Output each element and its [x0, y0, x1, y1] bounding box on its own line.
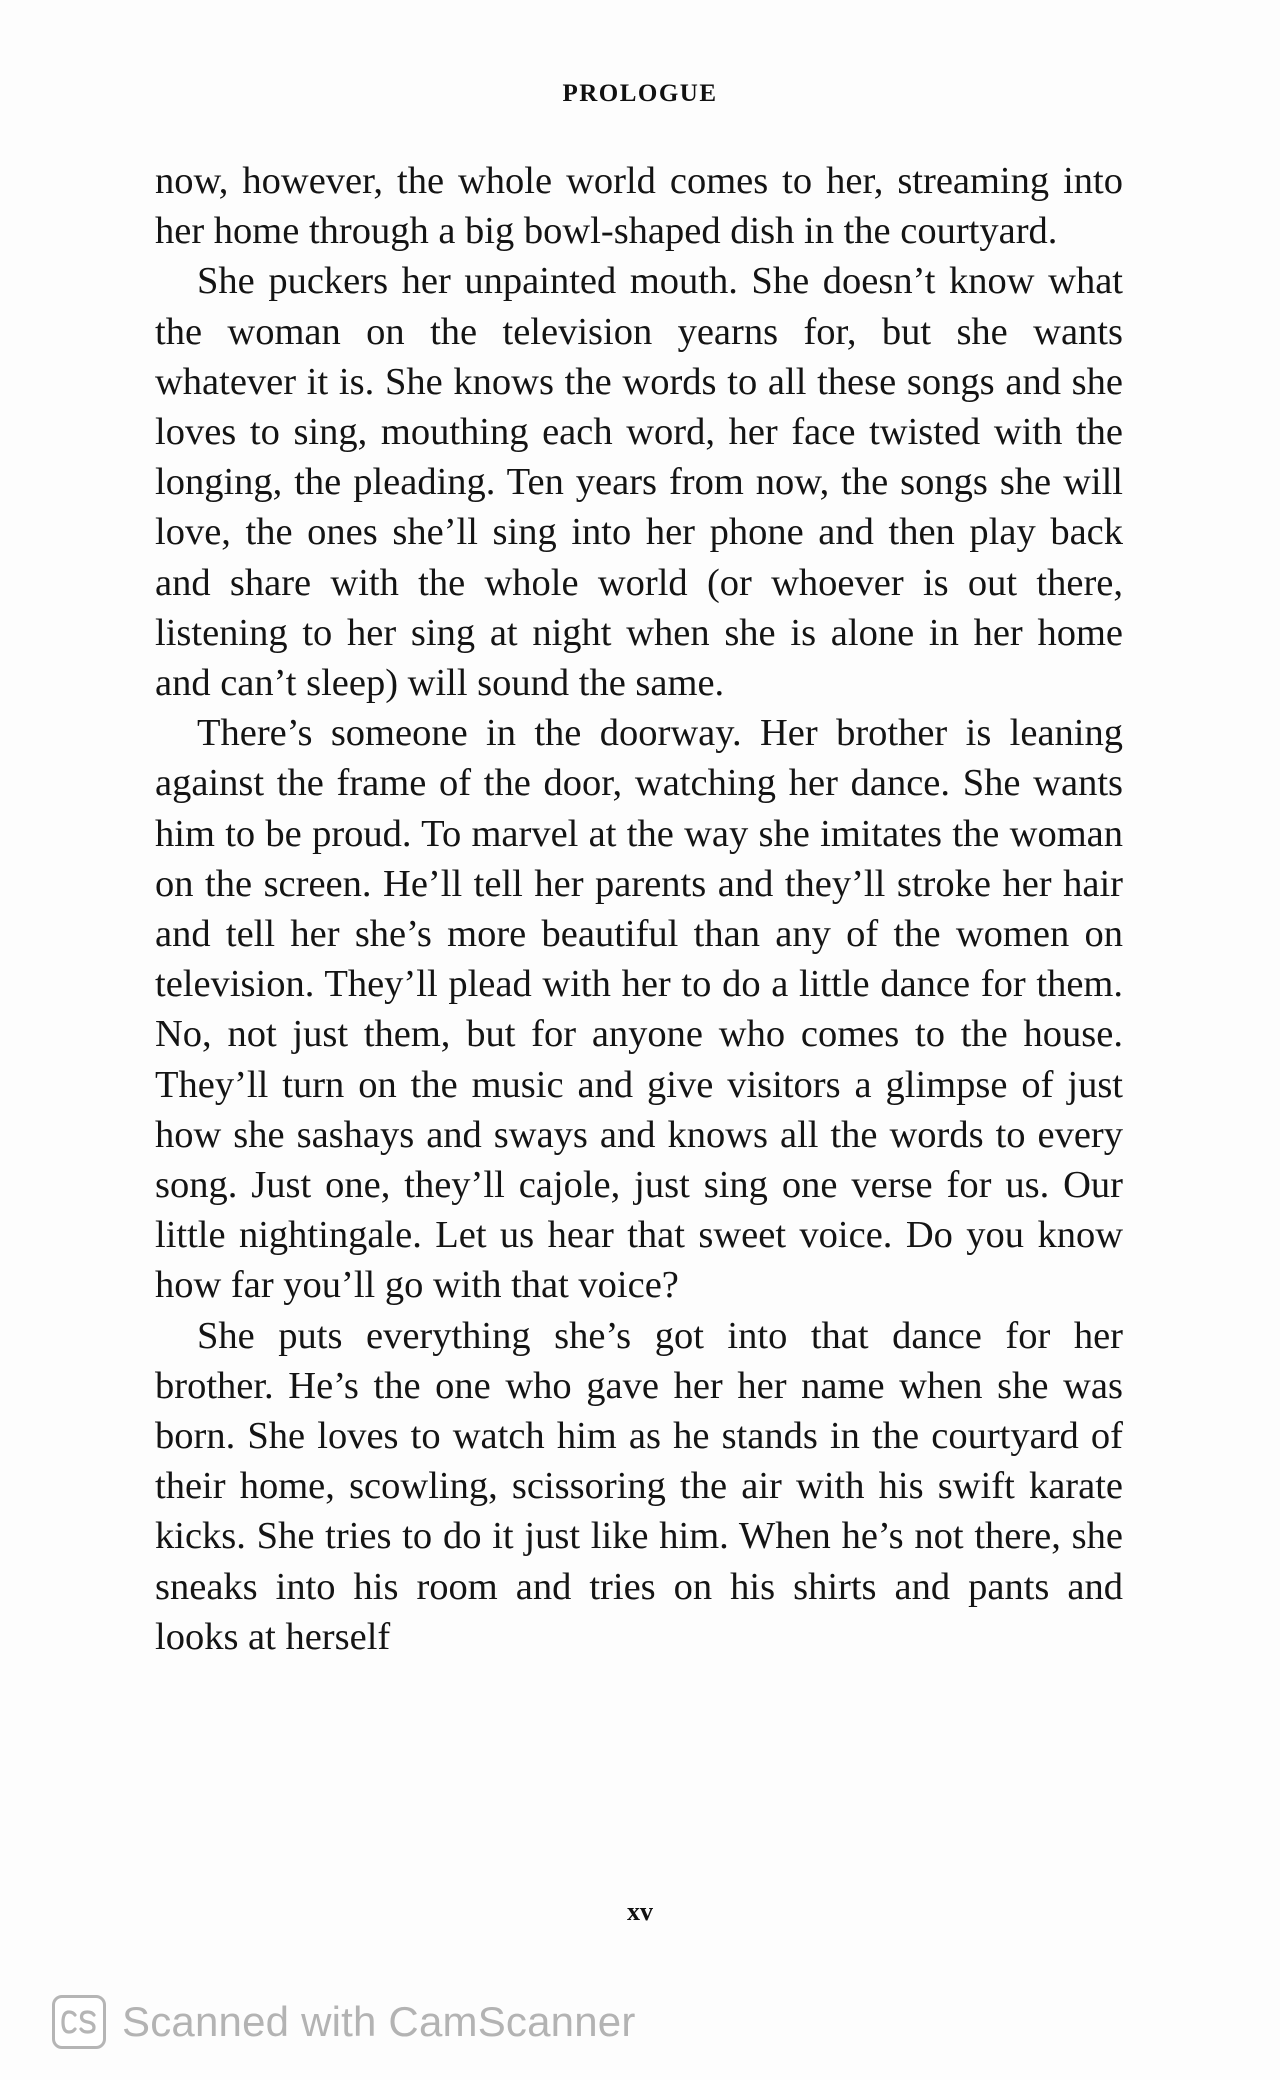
body-text — [155, 156, 1123, 1662]
paragraph-1: now, however, the whole world comes to her, streaming into her home through a big bowl-shaped dish in the courtyard. — [155, 160, 1123, 253]
camscanner-logo-icon — [52, 1995, 106, 2049]
paragraph-4: She puts everything she’s got into that dance for her brother. He’s the one who gave her her name when she was born. She loves to watch him as he stands in the courtyard of their home, scowling, scissoring the air with his swift karate kicks. She tries to do it just like him. When he’s not there, she sneaks into his room and tries on his shirts and pants and looks at herself — [155, 1314, 1123, 1658]
cs-letters-icon — [59, 2007, 99, 2037]
paragraph-3: There’s someone in the doorway. Her brother is leaning against the frame of the door, watching her dance. She wants him to be proud. To marvel at the way she imitates the woman on the screen. He’ll tell her parents and they’ll stroke her hair and tell her she’s more beautiful than any of the women on television. They’ll plead with her to do a little dance for them. No, not just them, but for anyone who comes to the house. They’ll turn on the music and give visitors a glimpse of just how she sashays and sways and knows all the words to every song. Just one, they’ll cajole, just sing one verse for us. Our little nightingale. Let us hear that sweet voice. Do you know how far you’ll go with that voice? — [155, 712, 1123, 1307]
watermark-text: Scanned with CamScanner — [122, 1998, 636, 2045]
page-number: xv — [627, 1897, 653, 1926]
running-head: PROLOGUE — [562, 80, 718, 107]
scanner-watermark — [52, 1992, 636, 2052]
paragraph-2: She puckers her unpainted mouth. She doesn’t know what the woman on the television yearns for, but she wants whatever it is. She knows the words to all these songs and she loves to sing, mouthing each word, her face twisted with the longing, the pleading. Ten years from now, the songs she will love, the ones she’ll sing into her phone and then play back and share with the whole world (or whoever is out there, listening to her sing at night when she is alone in her home and can’t sleep) will sound the same. — [155, 260, 1123, 705]
